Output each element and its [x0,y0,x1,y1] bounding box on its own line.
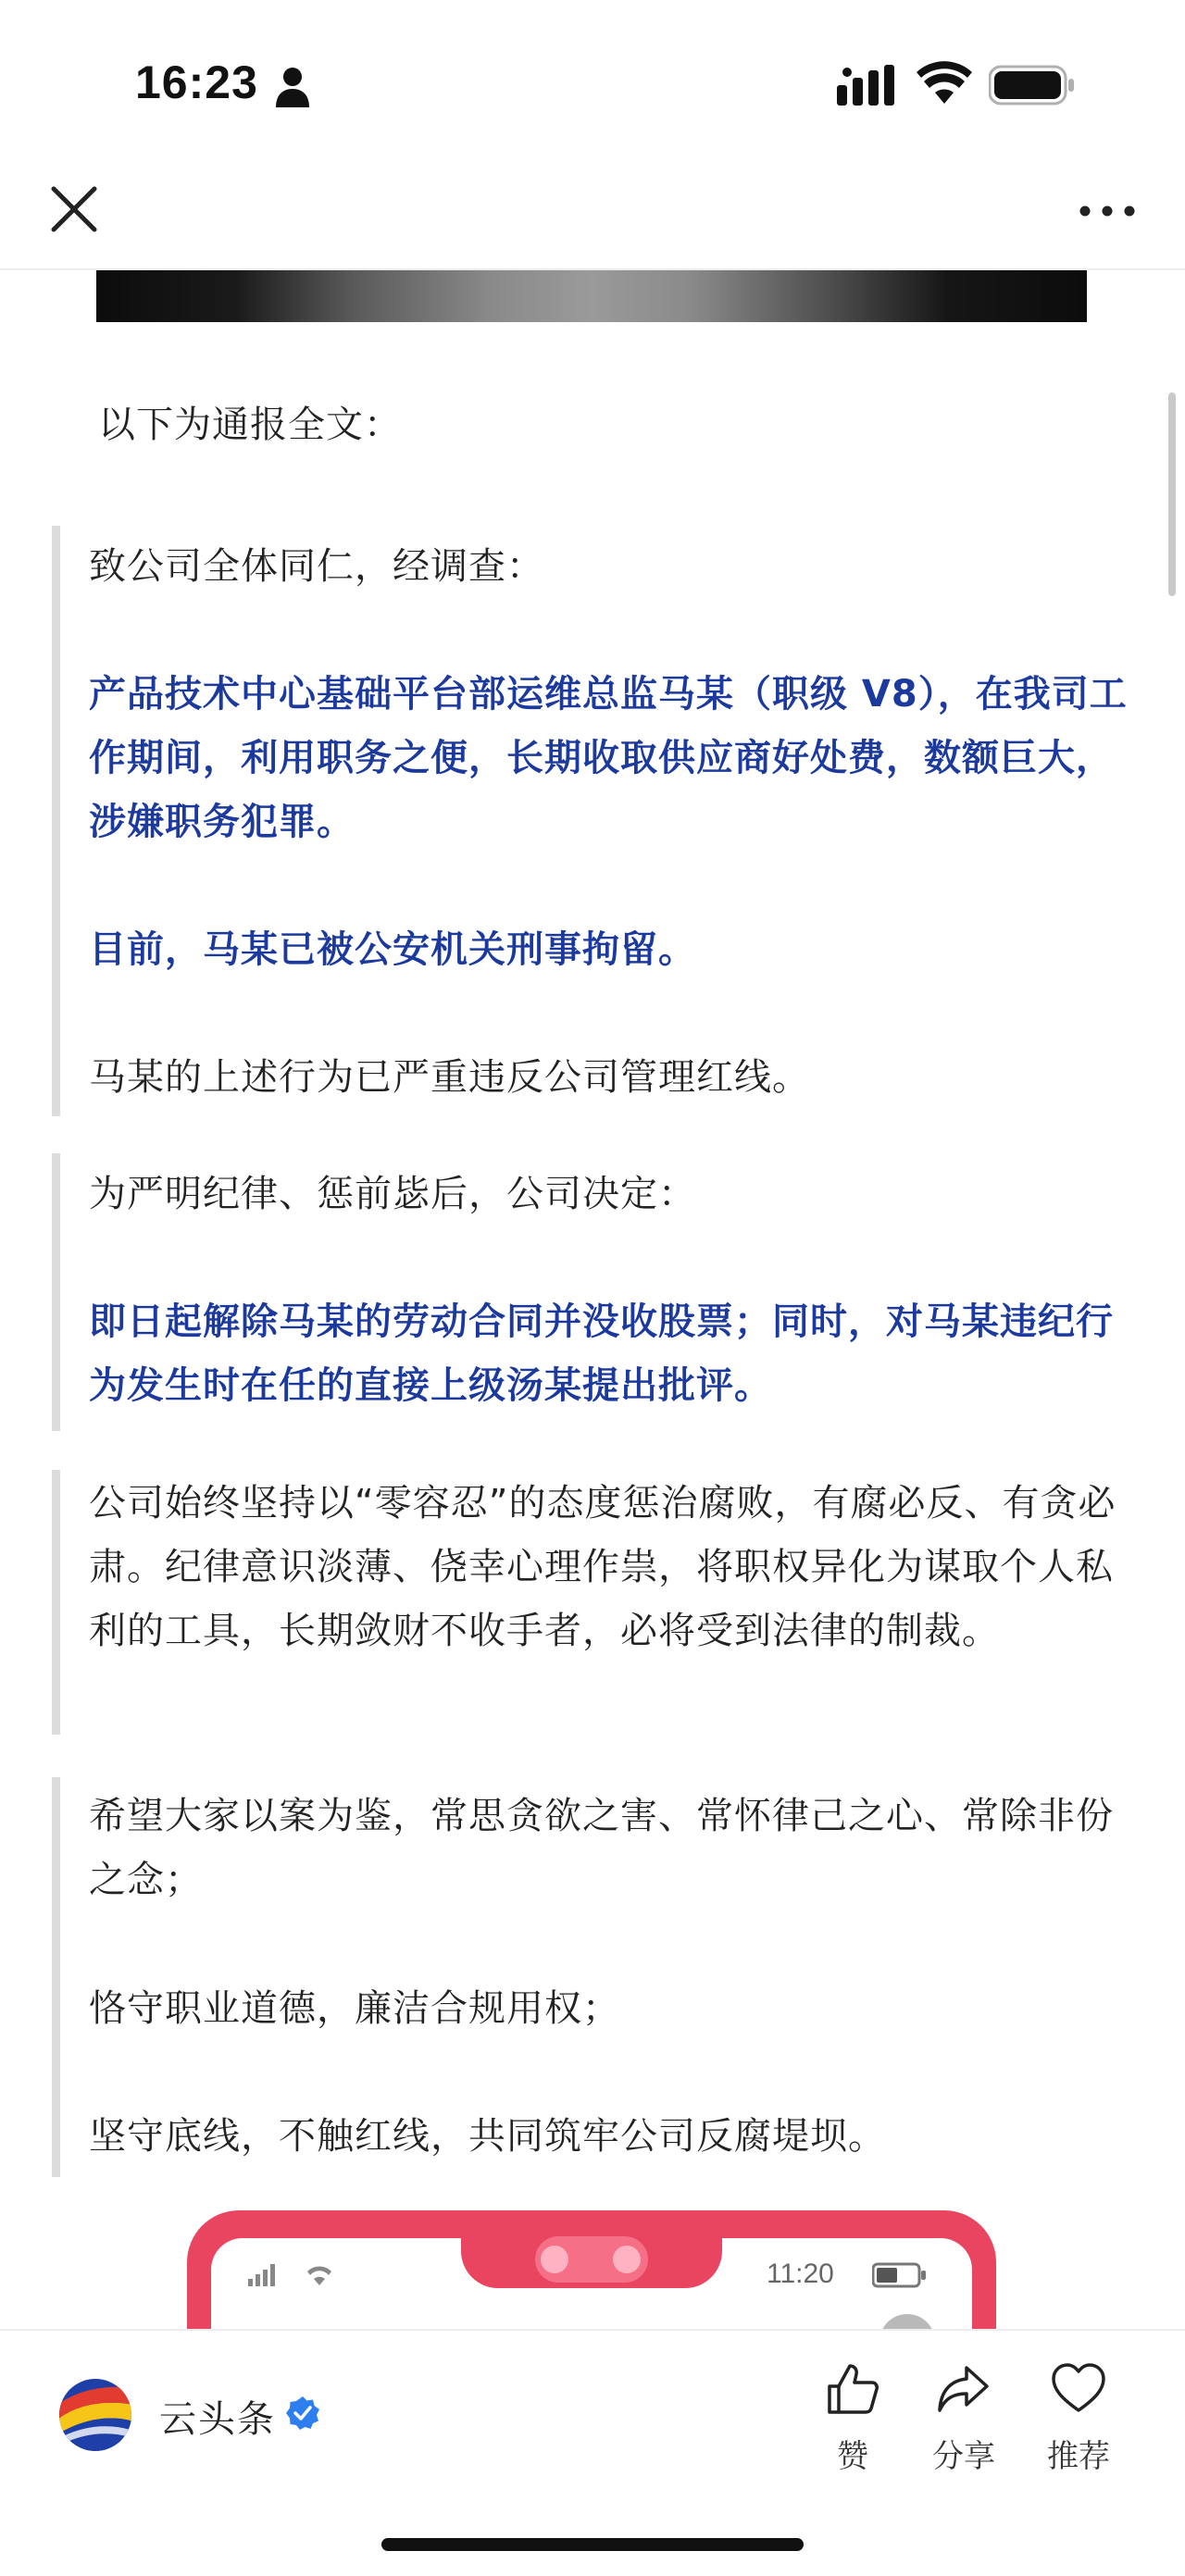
notice-detention: 目前，马某已被公安机关刑事拘留。 [89,928,696,971]
signal-icon [837,65,898,107]
closing-ethics: 恪守职业道德，廉洁合规用权； [89,1987,620,2030]
status-time: 16:23 [135,56,258,108]
notice-violation: 马某的上述行为已严重违反公司管理红线。 [89,1056,810,1099]
quote-bar [52,1470,60,1735]
heart-icon [1050,2360,1107,2418]
like-label: 赞 [837,2438,868,2475]
quote-bar [52,1153,60,1431]
top-nav [0,148,1185,270]
share-label: 分享 [932,2438,995,2475]
article-image [96,270,1087,322]
source-logo-icon[interactable] [57,2377,133,2453]
anti-corruption-statement: 公司始终坚持以“零容忍”的态度惩治腐败，有腐必反、有贪必肃。纪律意识淡薄、侥幸心理作祟，将职权异化为谋取个人私利的工具，长期敛财不收手者，必将受到法律的制裁。 [89,1482,1116,1652]
notice-greeting: 致公司全体同仁，经调查： [89,545,544,588]
status-bar [0,0,1185,148]
close-icon[interactable] [48,183,100,235]
phone-signal-icon [248,2264,281,2286]
phone-illustration [187,2210,996,2331]
notice-finding: 产品技术中心基础平台部运维总监马某（职级 V8），在我司工作期间，利用职务之便，长期收取供应商好处费，数额巨大，涉嫌职务犯罪。 [89,673,1128,843]
share-button[interactable] [913,2360,1015,2481]
phone-wifi-icon [304,2260,335,2286]
bottom-bar [0,2329,1185,2576]
recommend-label: 推荐 [1047,2438,1110,2475]
article-intro: 以下为通报全文： [98,404,402,446]
verified-badge-icon [285,2396,320,2431]
home-indicator[interactable] [381,2538,804,2551]
source-name[interactable]: 云头条 [159,2398,276,2441]
quote-bar [52,1777,60,2177]
decision-intro: 为严明纪律、惩前毖后，公司决定： [89,1173,696,1215]
phone-camera-dot [613,2246,641,2273]
like-button[interactable] [802,2360,904,2481]
thumbs-up-icon [824,2360,881,2418]
closing-wish: 希望大家以案为鉴，常思贪欲之害、常怀律己之心、常除非份之念； [89,1795,1114,1901]
phone-time: 11:20 [767,2259,834,2289]
scrollbar[interactable] [1168,392,1176,596]
recommend-button[interactable] [1028,2360,1129,2481]
battery-icon [989,65,1076,106]
closing-bottom-line: 坚守底线，不触红线，共同筑牢公司反腐堤坝。 [89,2115,886,2158]
phone-camera-dot [541,2246,568,2273]
share-icon [935,2360,992,2418]
quote-bar [52,526,60,1116]
wifi-icon [917,61,972,106]
phone-battery-icon [872,2262,928,2288]
more-icon[interactable] [1078,193,1137,230]
person-icon [274,67,311,107]
decision-detail: 即日起解除马某的劳动合同并没收股票；同时，对马某违纪行为发生时在任的直接上级汤某提出批评。 [89,1300,1114,1407]
